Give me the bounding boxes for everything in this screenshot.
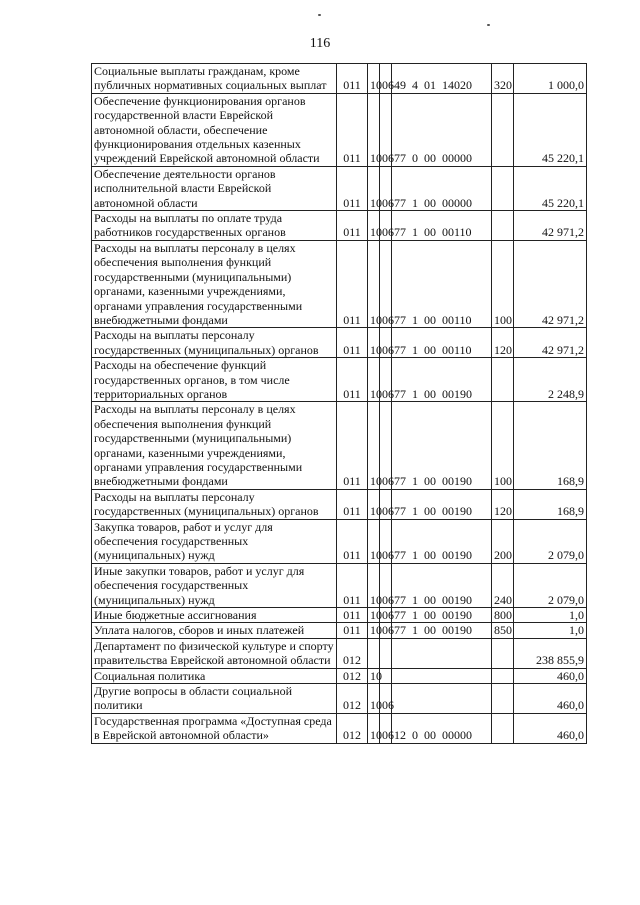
row-subsection-code: 06 <box>380 519 392 563</box>
row-description: Иные закупки товаров, работ и услуг для обеспечения государственных (муниципальных) нужд <box>92 563 337 607</box>
table-row <box>92 713 587 743</box>
row-ministry-code: 012 <box>337 668 368 683</box>
row-expense-type-code <box>492 684 514 714</box>
row-expense-type-code: 850 <box>492 623 514 638</box>
row-expense-type-code: 200 <box>492 519 514 563</box>
table-row <box>92 166 587 210</box>
row-ministry-code: 011 <box>337 402 368 489</box>
row-section-code <box>368 638 380 668</box>
row-section-code: 10 <box>368 211 380 241</box>
table-row <box>92 402 587 489</box>
row-ministry-code: 011 <box>337 240 368 327</box>
row-section-code: 10 <box>368 402 380 489</box>
row-description: Расходы на выплаты персоналу государственных (муниципальных) органов <box>92 489 337 519</box>
table-row <box>92 358 587 402</box>
row-amount: 2 248,9 <box>514 358 587 402</box>
row-description: Социальные выплаты гражданам, кроме публичных нормативных социальных выплат <box>92 64 337 94</box>
row-subsection-code: 06 <box>380 93 392 166</box>
row-subsection-code: 06 <box>380 64 392 94</box>
row-expense-type-code: 320 <box>492 64 514 94</box>
scan-speck <box>318 14 321 16</box>
row-description: Государственная программа «Доступная среда в Еврейской автономной области» <box>92 713 337 743</box>
row-target-article-code: 77 1 00 00110 <box>392 240 492 327</box>
row-subsection-code: 06 <box>380 608 392 623</box>
row-expense-type-code <box>492 166 514 210</box>
row-section-code: 10 <box>368 358 380 402</box>
row-target-article-code: 77 1 00 00190 <box>392 358 492 402</box>
row-subsection-code: 06 <box>380 358 392 402</box>
row-ministry-code: 011 <box>337 358 368 402</box>
row-subsection-code: 06 <box>380 328 392 358</box>
row-target-article-code <box>392 684 492 714</box>
row-expense-type-code: 120 <box>492 489 514 519</box>
table-row <box>92 489 587 519</box>
row-ministry-code: 012 <box>337 638 368 668</box>
row-expense-type-code <box>492 211 514 241</box>
row-subsection-code <box>380 638 392 668</box>
row-ministry-code: 012 <box>337 713 368 743</box>
row-section-code: 10 <box>368 240 380 327</box>
row-description: Обеспечение деятельности органов исполнительной власти Еврейской автономной области <box>92 166 337 210</box>
row-description: Обеспечение функционирования органов государственной власти Еврейской автономной области, обеспечение функционирования отдельных казенных учреждений Еврейской автономной области <box>92 93 337 166</box>
row-ministry-code: 011 <box>337 328 368 358</box>
row-description: Расходы на выплаты персоналу в целях обеспечения выполнения функций государственными (муниципальными) органами, казенными учреждениями, органами управления государственными внебюджетными фондами <box>92 240 337 327</box>
row-target-article-code <box>392 668 492 683</box>
row-target-article-code <box>392 638 492 668</box>
row-target-article-code: 77 0 00 00000 <box>392 93 492 166</box>
row-expense-type-code: 120 <box>492 328 514 358</box>
row-section-code: 10 <box>368 64 380 94</box>
row-ministry-code: 011 <box>337 608 368 623</box>
row-section-code: 10 <box>368 684 380 714</box>
table-row <box>92 684 587 714</box>
row-expense-type-code: 240 <box>492 563 514 607</box>
row-ministry-code: 011 <box>337 64 368 94</box>
row-ministry-code: 011 <box>337 623 368 638</box>
row-target-article-code: 12 0 00 00000 <box>392 713 492 743</box>
row-description: Закупка товаров, работ и услуг для обеспечения государственных (муниципальных) нужд <box>92 519 337 563</box>
row-expense-type-code <box>492 93 514 166</box>
row-section-code: 10 <box>368 608 380 623</box>
row-section-code: 10 <box>368 713 380 743</box>
row-target-article-code: 77 1 00 00190 <box>392 563 492 607</box>
table-row <box>92 623 587 638</box>
row-description: Департамент по физической культуре и спорту правительства Еврейской автономной области <box>92 638 337 668</box>
row-amount: 460,0 <box>514 668 587 683</box>
row-target-article-code: 77 1 00 00190 <box>392 608 492 623</box>
row-ministry-code: 011 <box>337 166 368 210</box>
row-amount: 1,0 <box>514 608 587 623</box>
row-expense-type-code: 100 <box>492 240 514 327</box>
table-row <box>92 608 587 623</box>
row-ministry-code: 011 <box>337 93 368 166</box>
row-section-code: 10 <box>368 166 380 210</box>
row-description: Другие вопросы в области социальной политики <box>92 684 337 714</box>
row-description: Социальная политика <box>92 668 337 683</box>
row-amount: 1,0 <box>514 623 587 638</box>
row-amount: 238 855,9 <box>514 638 587 668</box>
row-expense-type-code <box>492 638 514 668</box>
table-row <box>92 328 587 358</box>
row-target-article-code: 77 1 00 00000 <box>392 166 492 210</box>
row-expense-type-code <box>492 713 514 743</box>
row-amount: 45 220,1 <box>514 166 587 210</box>
row-amount: 2 079,0 <box>514 563 587 607</box>
row-ministry-code: 011 <box>337 211 368 241</box>
row-ministry-code: 012 <box>337 684 368 714</box>
row-section-code: 10 <box>368 668 380 683</box>
page-number: 116 <box>309 36 331 51</box>
table-row <box>92 211 587 241</box>
row-amount: 2 079,0 <box>514 519 587 563</box>
row-target-article-code: 77 1 00 00190 <box>392 623 492 638</box>
row-amount: 168,9 <box>514 489 587 519</box>
row-subsection-code: 06 <box>380 623 392 638</box>
row-ministry-code: 011 <box>337 519 368 563</box>
row-subsection-code: 06 <box>380 684 392 714</box>
table-row <box>92 638 587 668</box>
row-target-article-code: 77 1 00 00190 <box>392 489 492 519</box>
table-row <box>92 240 587 327</box>
row-subsection-code: 06 <box>380 240 392 327</box>
row-description: Расходы на выплаты персоналу государственных (муниципальных) органов <box>92 328 337 358</box>
row-expense-type-code: 800 <box>492 608 514 623</box>
scan-speck <box>487 24 490 26</box>
row-description: Расходы на выплаты по оплате труда работников государственных органов <box>92 211 337 241</box>
row-section-code: 10 <box>368 93 380 166</box>
row-description: Уплата налогов, сборов и иных платежей <box>92 623 337 638</box>
table-row <box>92 668 587 683</box>
budget-table <box>91 63 587 744</box>
row-expense-type-code: 100 <box>492 402 514 489</box>
row-section-code: 10 <box>368 623 380 638</box>
row-target-article-code: 77 1 00 00190 <box>392 519 492 563</box>
row-amount: 42 971,2 <box>514 211 587 241</box>
row-ministry-code: 011 <box>337 489 368 519</box>
row-amount: 460,0 <box>514 684 587 714</box>
row-expense-type-code <box>492 358 514 402</box>
row-description: Расходы на обеспечение функций государственных органов, в том числе территориальных органов <box>92 358 337 402</box>
row-expense-type-code <box>492 668 514 683</box>
row-amount: 1 000,0 <box>514 64 587 94</box>
row-amount: 45 220,1 <box>514 93 587 166</box>
table-row <box>92 563 587 607</box>
row-amount: 42 971,2 <box>514 240 587 327</box>
row-target-article-code: 77 1 00 00110 <box>392 328 492 358</box>
row-amount: 460,0 <box>514 713 587 743</box>
row-subsection-code: 06 <box>380 489 392 519</box>
row-section-code: 10 <box>368 519 380 563</box>
row-description: Расходы на выплаты персоналу в целях обеспечения выполнения функций государственными (муниципальными) органами, казенными учреждениями, органами управления государственными внебюджетными фондами <box>92 402 337 489</box>
row-subsection-code: 06 <box>380 166 392 210</box>
table-row <box>92 519 587 563</box>
row-subsection-code: 06 <box>380 211 392 241</box>
row-section-code: 10 <box>368 563 380 607</box>
row-amount: 42 971,2 <box>514 328 587 358</box>
row-subsection-code: 06 <box>380 563 392 607</box>
row-section-code: 10 <box>368 489 380 519</box>
row-subsection-code: 06 <box>380 713 392 743</box>
row-ministry-code: 011 <box>337 563 368 607</box>
row-target-article-code: 49 4 01 14020 <box>392 64 492 94</box>
row-description: Иные бюджетные ассигнования <box>92 608 337 623</box>
row-target-article-code: 77 1 00 00190 <box>392 402 492 489</box>
row-amount: 168,9 <box>514 402 587 489</box>
table-row <box>92 64 587 94</box>
row-section-code: 10 <box>368 328 380 358</box>
table-row <box>92 93 587 166</box>
row-subsection-code: 06 <box>380 402 392 489</box>
row-target-article-code: 77 1 00 00110 <box>392 211 492 241</box>
